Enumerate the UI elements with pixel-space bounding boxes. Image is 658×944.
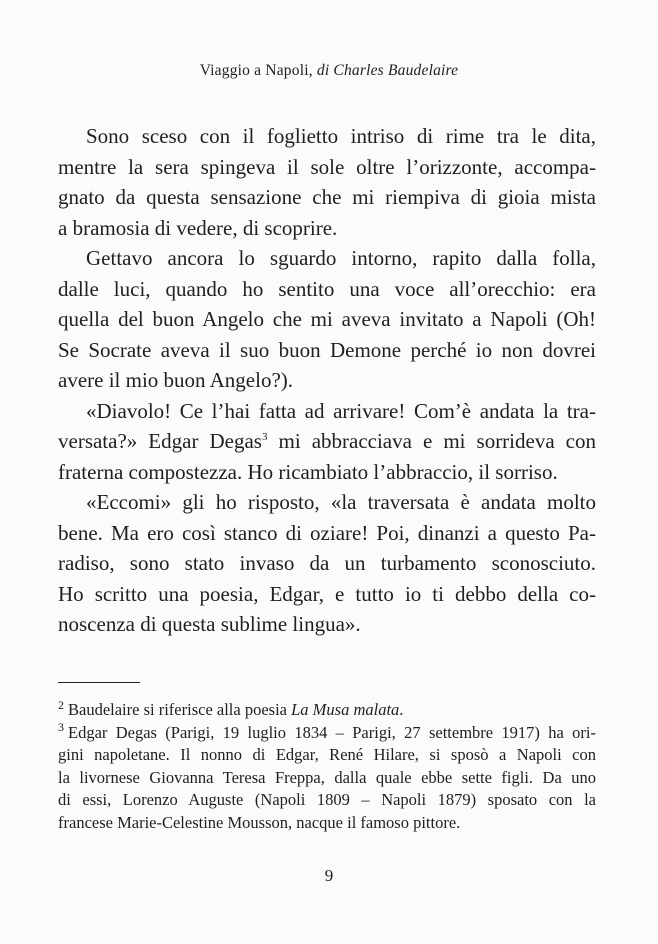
text-line: avere il mio buon Angelo?).	[58, 368, 294, 392]
text-line: noscenza di questa sublime lingua».	[58, 612, 361, 636]
text-line: bene. Ma ero così stanco di oziare! Poi, dinanzi a questo Pa-	[58, 520, 596, 545]
text-line-with-footnote	[58, 426, 596, 457]
footnotes	[58, 699, 596, 834]
footnote-line: francese Marie-Celestine Mousson, nacque il famoso pittore.	[58, 812, 461, 832]
footnote-number: 3	[58, 720, 64, 734]
running-head-title: Viaggio a Napoli,	[199, 62, 317, 79]
text-line: fraterna compostezza. Ho ricambiato l’abbraccio, il sorriso.	[58, 459, 558, 484]
text-line: Ho scritto una poesia, Edgar, e tutto io ti debbo della co-	[58, 581, 596, 606]
footnote-end: .	[399, 700, 404, 719]
footnote-separator	[58, 682, 140, 683]
text-line: radiso, sono stato invaso da un turbamento sconosciuto.	[58, 551, 596, 575]
footnote-line: di essi, Lorenzo Auguste (Napoli 1809 – Napoli 1879) sposato con la	[58, 790, 596, 809]
footnote-text: Baudelaire si riferisce alla poesia	[68, 700, 292, 719]
text-line: gnato da questa sensazione che mi riempiva di gioia mista	[58, 185, 596, 209]
text-fragment: mi abbracciava e mi sorrideva con	[267, 429, 596, 453]
text-line: «Diavolo! Ce l’hai fatta ad arrivare! Com’è andata la tra-	[86, 398, 596, 423]
running-head	[0, 62, 658, 80]
text-line: a bramosia di vedere, di scoprire.	[58, 215, 338, 240]
text-line: Sono sceso con il foglietto intriso di rime tra le dita,	[86, 124, 596, 148]
text-line: quella del buon Angelo che mi aveva invitato a Napoli (Oh!	[58, 307, 596, 331]
text-line: «Eccomi» gli ho risposto, «la traversata è andata molto	[86, 490, 596, 514]
text-line: Se Socrate aveva il suo buon Demone perché io non dovrei	[58, 337, 596, 362]
body-text	[58, 121, 596, 640]
footnote-line: la livornese Giovanna Teresa Freppa, dalla quale ebbe sette figli. Da uno	[58, 767, 596, 787]
text-line: Gettavo ancora lo sguardo intorno, rapito dalla folla,	[86, 246, 596, 270]
text-line: mentre la sera spingeva il sole oltre l’orizzonte, accompa-	[58, 154, 596, 179]
footnote-line: gini napoletane. Il nonno di Edgar, René Hilare, si sposò a Napoli con	[58, 745, 596, 764]
text-line: dalle luci, quando ho sentito una voce all’orecchio: era	[58, 276, 596, 301]
footnote-italic-title: La Musa malata	[291, 700, 400, 719]
footnote-ref-3: 3	[261, 431, 268, 443]
footnote-3	[58, 722, 596, 745]
footnote-text: Edgar Degas (Parigi, 19 luglio 1834 – Parigi, 27 settembre 1917) ha ori-	[68, 722, 596, 742]
footnote-number: 2	[58, 697, 64, 712]
running-head-author: di Charles Baudelaire	[316, 62, 459, 79]
footnote-2	[58, 699, 596, 722]
page-number: 9	[324, 866, 334, 885]
text-fragment: versata?» Edgar Degas	[58, 429, 262, 453]
